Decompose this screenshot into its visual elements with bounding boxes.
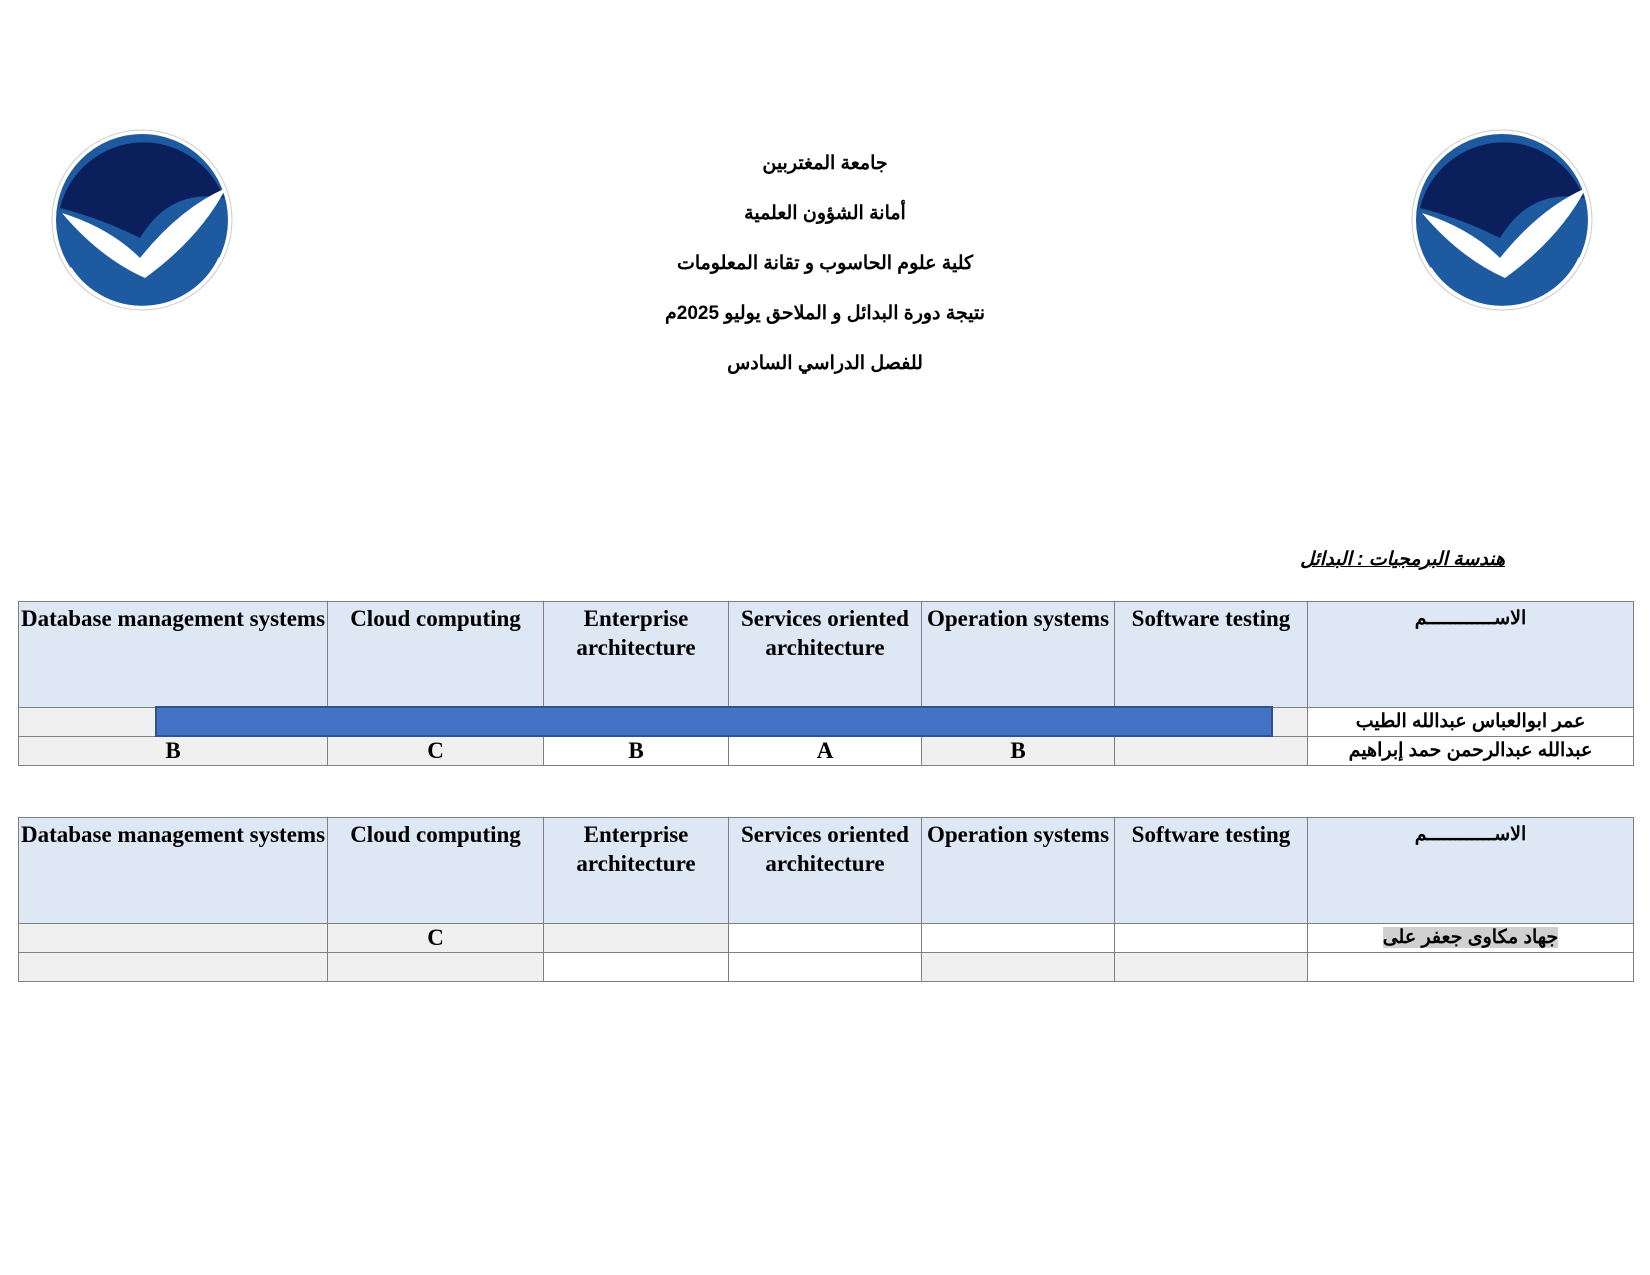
office-name: أمانة الشؤون العلمية (744, 203, 906, 224)
col-header-name: الاســــــــــــم (1308, 818, 1634, 924)
col-header: Software testing (1115, 602, 1308, 708)
semester-label: للفصل الدراسي السادس (727, 353, 923, 374)
col-header: Database management systems (19, 602, 328, 708)
grade-cell (544, 924, 729, 953)
grade-cell (1115, 737, 1308, 766)
col-header: Software testing (1115, 818, 1308, 924)
student-name-cell (1308, 924, 1634, 953)
student-name: عمر ابوالعباس عبدالله الطيب (1308, 708, 1634, 737)
faculty-name: كلية علوم الحاسوب و تقانة المعلومات (676, 253, 974, 274)
table-row (19, 737, 1634, 766)
student-name (1308, 953, 1634, 982)
student-name: جهاد مكاوى جعفر على (1382, 927, 1559, 948)
col-header: Cloud computing (328, 602, 544, 708)
university-logo-right (1410, 128, 1594, 312)
col-header: Enterprise architecture (544, 602, 729, 708)
grade-cell (922, 924, 1115, 953)
grade-cell: A (729, 737, 922, 766)
grade-cell: C (328, 737, 544, 766)
grade-cell (729, 924, 922, 953)
col-header: Enterprise architecture (544, 818, 729, 924)
grade-cell (544, 953, 729, 982)
table-row (19, 924, 1634, 953)
col-header: Operation systems (922, 602, 1115, 708)
results-table-2 (18, 817, 1634, 982)
col-header: Services oriented architecture (729, 818, 922, 924)
university-logo-left (50, 128, 234, 312)
grade-cell (19, 924, 328, 953)
grade-cell (922, 953, 1115, 982)
col-header-name: الاســــــــــــم (1308, 602, 1634, 708)
grade-cell: B (19, 737, 328, 766)
table-header-row (19, 602, 1634, 708)
table-row (19, 953, 1634, 982)
grade-cell (729, 953, 922, 982)
student-name: عبدالله عبدالرحمن حمد إبراهيم (1308, 737, 1634, 766)
grade-cell: C (328, 924, 544, 953)
university-name: جامعة المغتربين (762, 153, 888, 174)
col-header: Cloud computing (328, 818, 544, 924)
grade-cell (328, 953, 544, 982)
redaction-bar (155, 706, 1273, 737)
grade-cell: B (544, 737, 729, 766)
col-header: Services oriented architecture (729, 602, 922, 708)
grade-cell (1115, 953, 1308, 982)
col-header: Operation systems (922, 818, 1115, 924)
grade-cell (19, 953, 328, 982)
section-title: هندسة البرمجيات : البدائل (1300, 549, 1505, 570)
results-table-1 (18, 601, 1634, 766)
grade-cell: B (922, 737, 1115, 766)
document-title: نتيجة دورة البدائل و الملاحق يوليو 2025م (664, 303, 986, 324)
table-header-row (19, 818, 1634, 924)
col-header: Database management systems (19, 818, 328, 924)
grade-cell (1115, 924, 1308, 953)
